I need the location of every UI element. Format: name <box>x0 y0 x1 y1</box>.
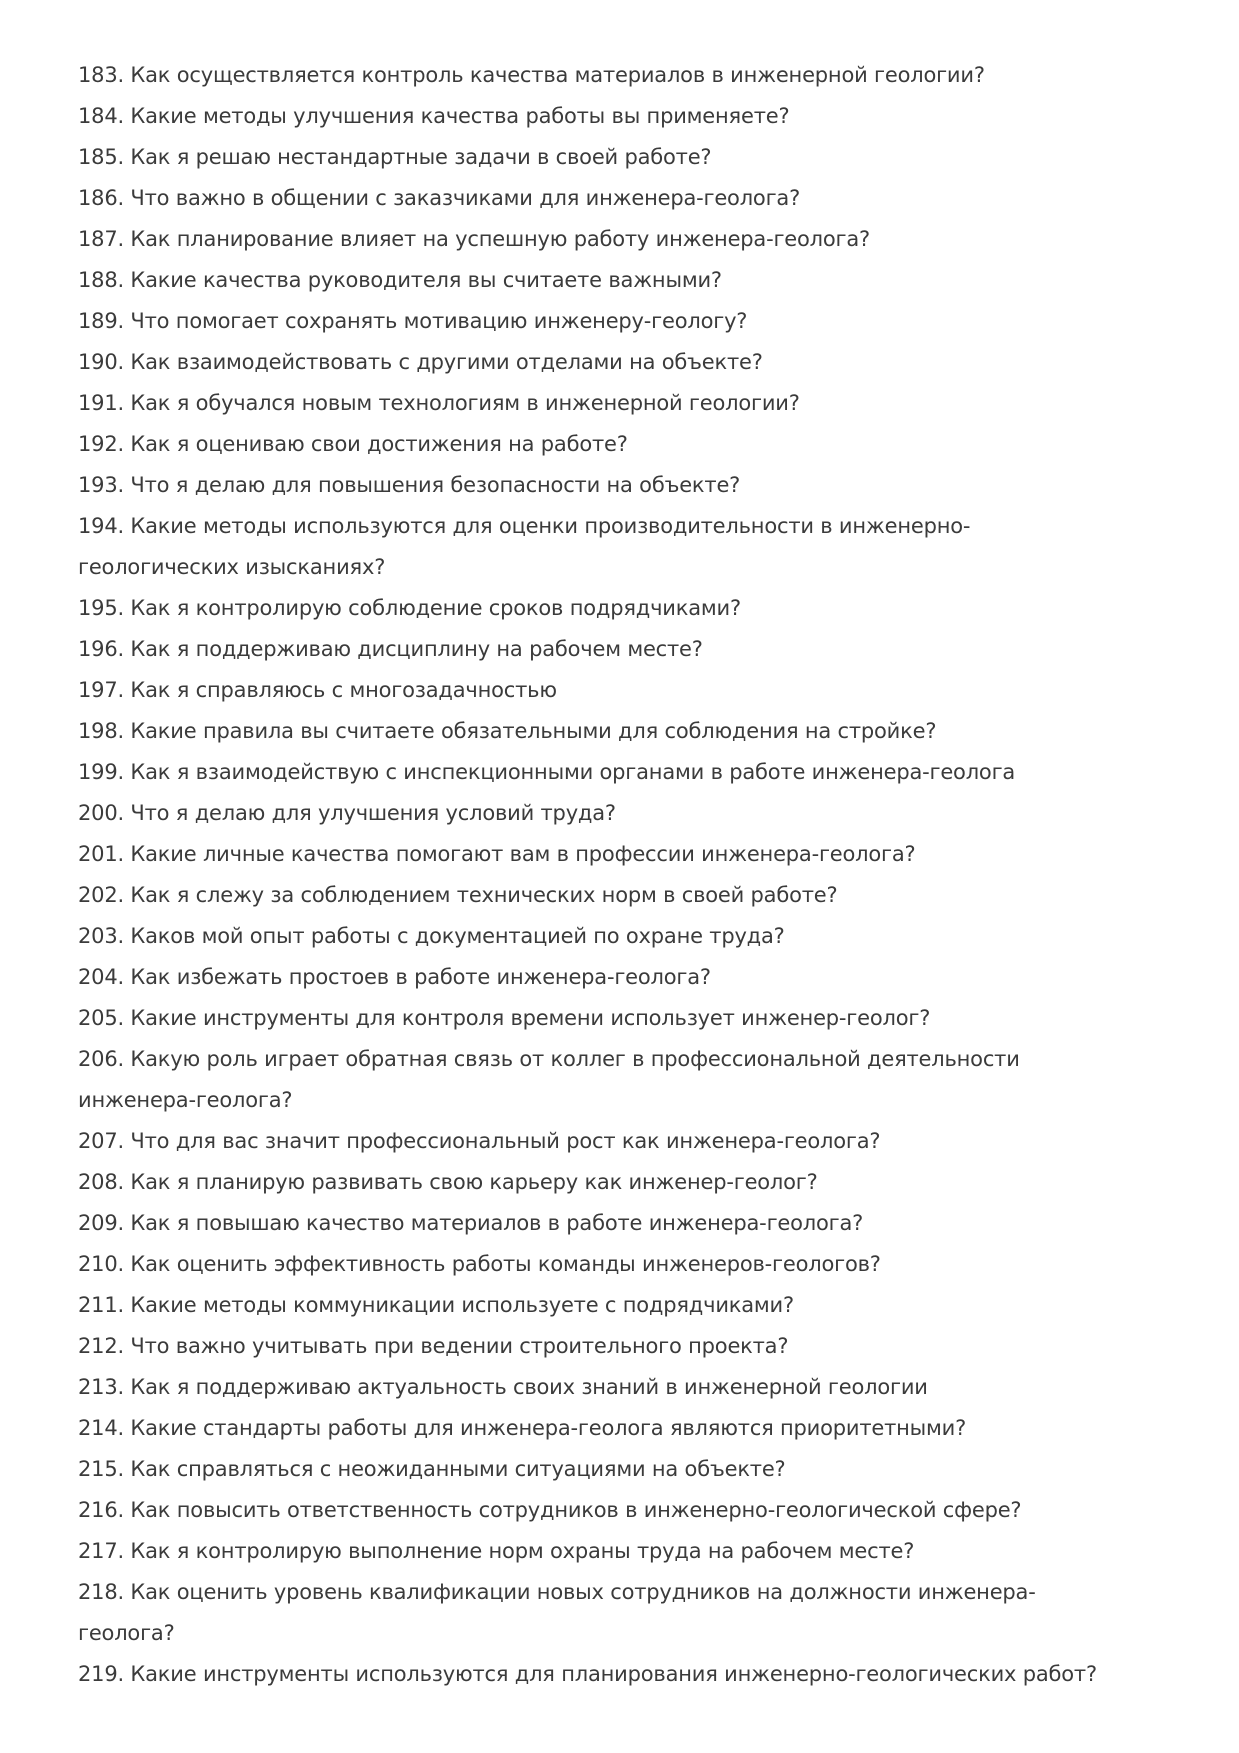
question-line: 196. Как я поддерживаю дисциплину на рабочем месте? <box>78 637 703 661</box>
question-item <box>78 55 1169 96</box>
question-line: 194. Какие методы используются для оценки производительности в инженерно- <box>78 514 971 538</box>
question-line: 206. Какую роль играет обратная связь от коллег в профессиональной деятельности <box>78 1047 1020 1071</box>
question-line: 186. Что важно в общении с заказчиками для инженера-геолога? <box>78 186 801 210</box>
question-line: 193. Что я делаю для повышения безопасности на объекте? <box>78 473 741 497</box>
question-item <box>78 383 1169 424</box>
question-line: 183. Как осуществляется контроль качества материалов в инженерной геологии? <box>78 63 985 87</box>
question-item <box>78 465 1169 506</box>
question-line: 213. Как я поддерживаю актуальность своих знаний в инженерной геологии <box>78 1375 928 1399</box>
question-line: 209. Как я повышаю качество материалов в работе инженера-геолога? <box>78 1211 864 1235</box>
question-line: 191. Как я обучался новым технологиям в инженерной геологии? <box>78 391 800 415</box>
question-item <box>78 1490 1169 1531</box>
question-item <box>78 1572 1169 1654</box>
question-line: геолога? <box>78 1621 175 1645</box>
question-item <box>78 342 1169 383</box>
question-item <box>78 1449 1169 1490</box>
question-line: 214. Какие стандарты работы для инженера-геолога являются приоритетными? <box>78 1416 967 1440</box>
question-item <box>78 588 1169 629</box>
question-line: 204. Как избежать простоев в работе инженера-геолога? <box>78 965 711 989</box>
question-item <box>78 793 1169 834</box>
question-item <box>78 96 1169 137</box>
question-line: 200. Что я делаю для улучшения условий труда? <box>78 801 616 825</box>
question-list <box>78 55 1169 1695</box>
question-line: 207. Что для вас значит профессиональный рост как инженера-геолога? <box>78 1129 881 1153</box>
question-item <box>78 1408 1169 1449</box>
question-line: 184. Какие методы улучшения качества работы вы применяете? <box>78 104 790 128</box>
question-item <box>78 1531 1169 1572</box>
question-item <box>78 137 1169 178</box>
question-line: 198. Какие правила вы считаете обязательными для соблюдения на стройке? <box>78 719 937 743</box>
question-item <box>78 219 1169 260</box>
question-item <box>78 301 1169 342</box>
question-item <box>78 998 1169 1039</box>
question-item <box>78 424 1169 465</box>
question-item <box>78 1203 1169 1244</box>
question-line: 210. Как оценить эффективность работы команды инженеров-геологов? <box>78 1252 881 1276</box>
question-line: 201. Какие личные качества помогают вам в профессии инженера-геолога? <box>78 842 916 866</box>
question-line: 208. Как я планирую развивать свою карьеру как инженер-геолог? <box>78 1170 818 1194</box>
question-line: 203. Каков мой опыт работы с документацией по охране труда? <box>78 924 785 948</box>
question-item <box>78 1326 1169 1367</box>
question-line: геологических изысканиях? <box>78 555 386 579</box>
question-item <box>78 1367 1169 1408</box>
question-item <box>78 260 1169 301</box>
question-line: 215. Как справляться с неожиданными ситуациями на объекте? <box>78 1457 786 1481</box>
question-line: 199. Как я взаимодействую с инспекционными органами в работе инженера-геолога <box>78 760 1016 784</box>
question-item <box>78 752 1169 793</box>
question-item <box>78 629 1169 670</box>
question-item <box>78 834 1169 875</box>
question-line: инженера-геолога? <box>78 1088 293 1112</box>
question-line: 187. Как планирование влияет на успешную работу инженера-геолога? <box>78 227 870 251</box>
question-line: 190. Как взаимодействовать с другими отделами на объекте? <box>78 350 763 374</box>
question-item <box>78 506 1169 588</box>
question-line: 217. Как я контролирую выполнение норм охраны труда на рабочем месте? <box>78 1539 915 1563</box>
question-item <box>78 957 1169 998</box>
question-line: 218. Как оценить уровень квалификации новых сотрудников на должности инженера- <box>78 1580 1036 1604</box>
question-item <box>78 1162 1169 1203</box>
question-line: 195. Как я контролирую соблюдение сроков подрядчиками? <box>78 596 741 620</box>
question-item <box>78 1039 1169 1121</box>
question-line: 189. Что помогает сохранять мотивацию инженеру-геологу? <box>78 309 748 333</box>
question-line: 211. Какие методы коммуникации используете с подрядчиками? <box>78 1293 794 1317</box>
question-line: 197. Как я справляюсь с многозадачностью <box>78 678 557 702</box>
question-item <box>78 875 1169 916</box>
question-line: 212. Что важно учитывать при ведении строительного проекта? <box>78 1334 789 1358</box>
question-line: 188. Какие качества руководителя вы считаете важными? <box>78 268 722 292</box>
question-line: 185. Как я решаю нестандартные задачи в своей работе? <box>78 145 712 169</box>
question-item <box>78 1285 1169 1326</box>
question-line: 192. Как я оцениваю свои достижения на работе? <box>78 432 628 456</box>
question-item <box>78 916 1169 957</box>
question-line: 205. Какие инструменты для контроля времени использует инженер-геолог? <box>78 1006 931 1030</box>
question-item <box>78 178 1169 219</box>
question-item <box>78 1244 1169 1285</box>
question-item <box>78 670 1169 711</box>
question-item <box>78 1121 1169 1162</box>
question-line: 216. Как повысить ответственность сотрудников в инженерно-геологической сфере? <box>78 1498 1022 1522</box>
question-item <box>78 711 1169 752</box>
question-item <box>78 1654 1169 1695</box>
question-line: 202. Как я слежу за соблюдением технических норм в своей работе? <box>78 883 838 907</box>
question-line: 219. Какие инструменты используются для планирования инженерно-геологических работ? <box>78 1662 1097 1686</box>
